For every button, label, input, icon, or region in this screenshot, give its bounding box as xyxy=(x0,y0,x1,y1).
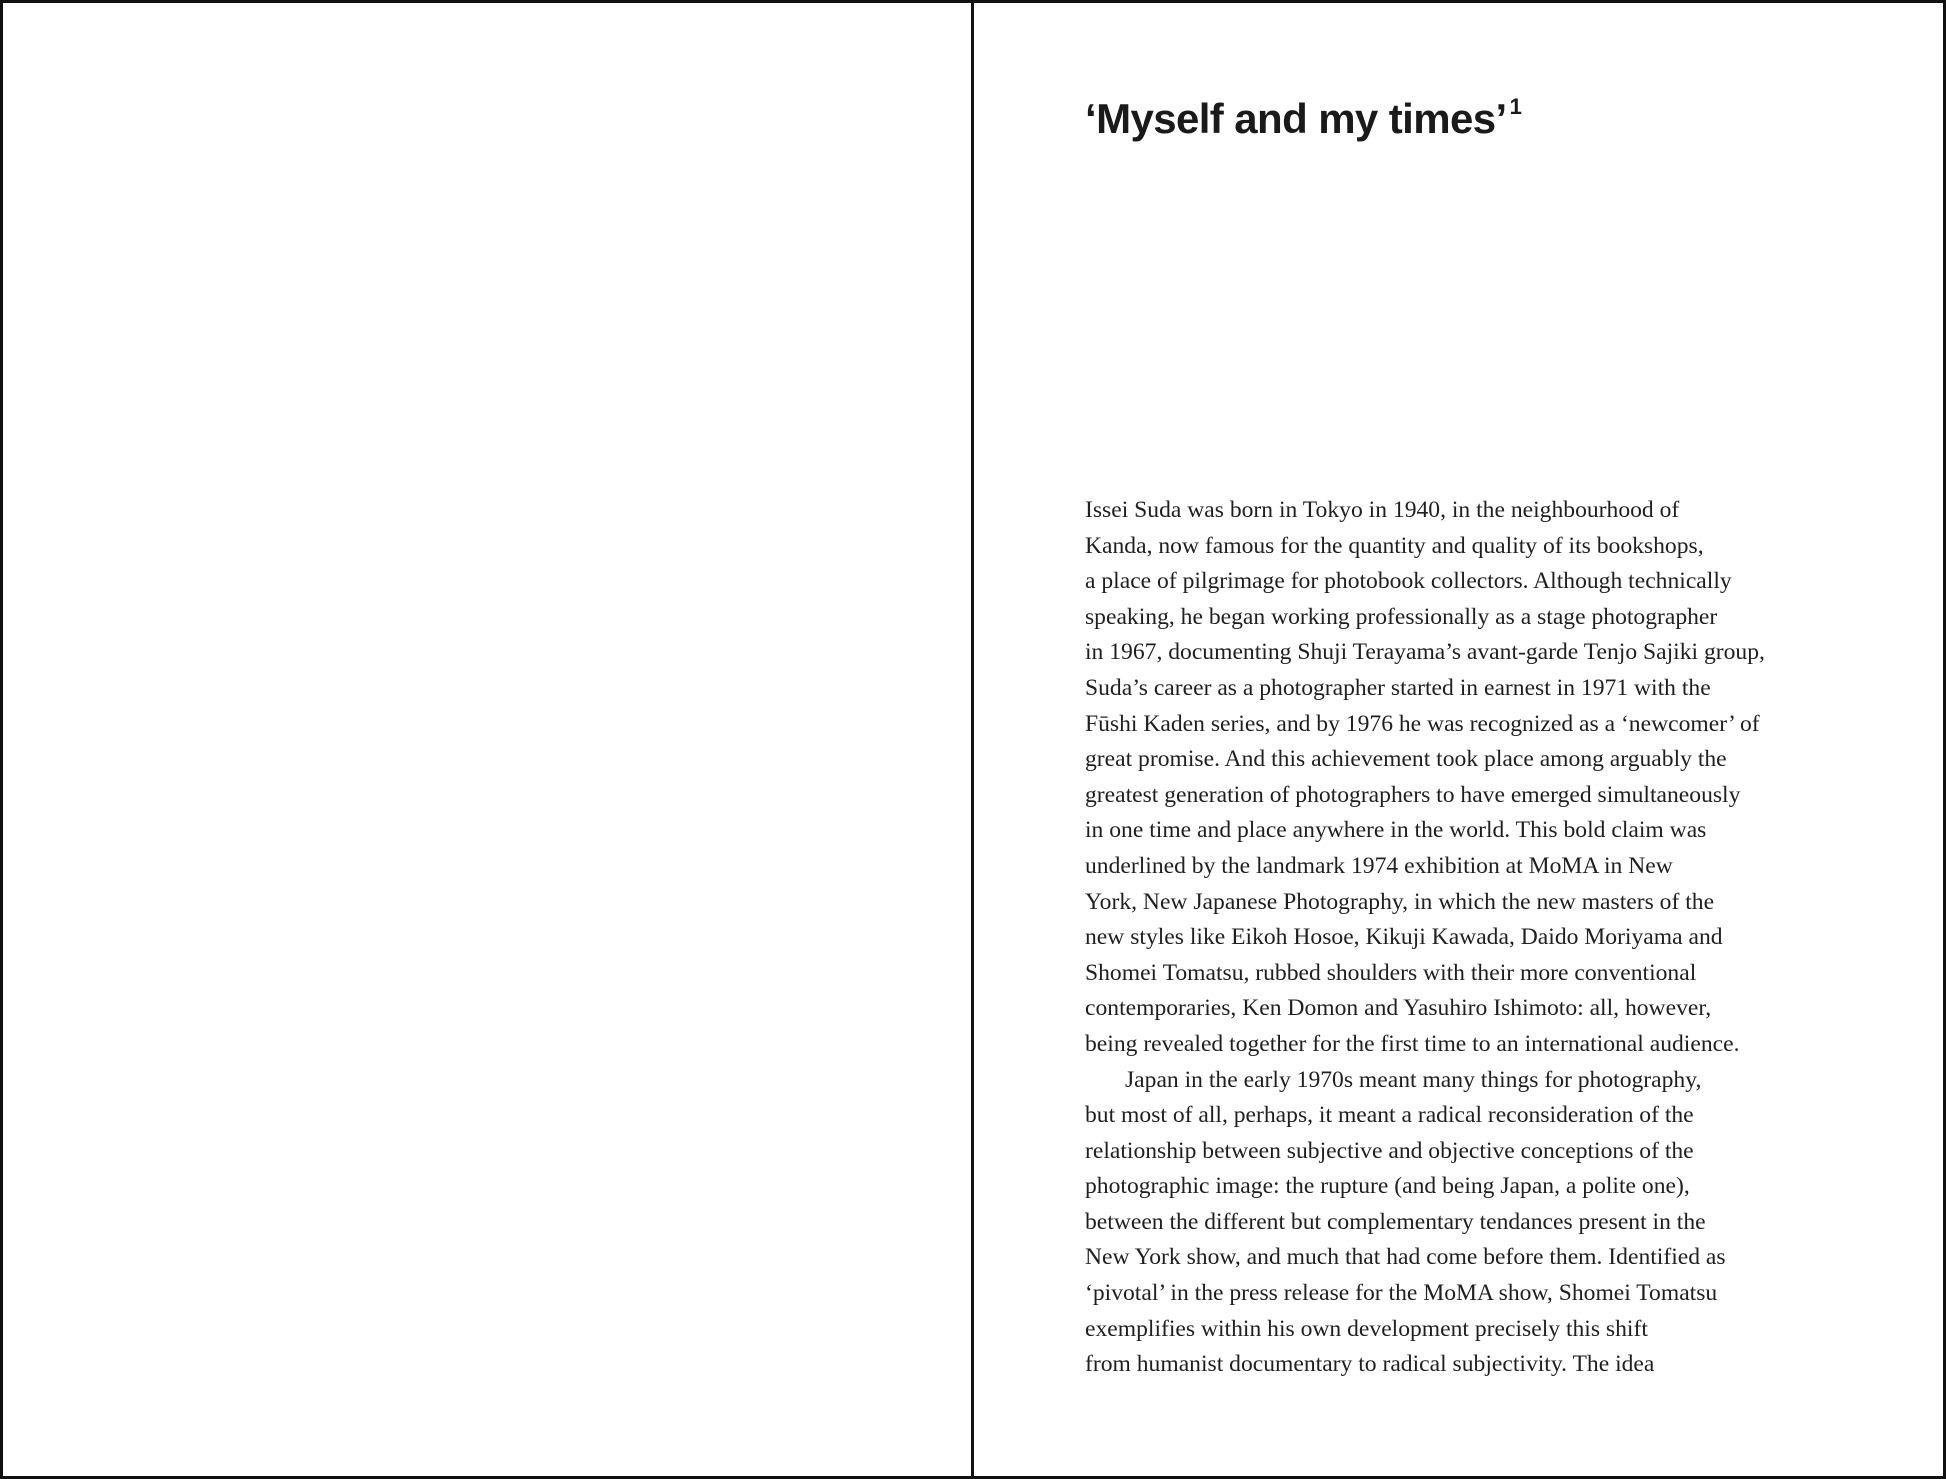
text-line: relationship between subjective and objective conceptions of the xyxy=(1085,1137,1694,1164)
text-line: Issei Suda was born in Tokyo in 1940, in the neighbourhood of xyxy=(1085,497,1680,523)
text-line: York, New Japanese Photography, in which the new masters of the xyxy=(1085,888,1715,915)
text-line: but most of all, perhaps, it meant a radical reconsideration of the xyxy=(1085,1102,1694,1129)
text-line: speaking, he began working professionally as a stage photographer xyxy=(1085,603,1718,630)
text-line: Kanda, now famous for the quantity and quality of its bookshops, xyxy=(1085,532,1704,559)
text-line: a place of pilgrimage for photobook collectors. Although technically xyxy=(1085,568,1732,595)
text-line: in 1967, documenting Shuji Terayama’s avant-garde Tenjo Sajiki group, xyxy=(1085,639,1765,666)
text-line: ‘pivotal’ in the press release for the MoMA show, Shomei Tomatsu xyxy=(1085,1280,1718,1307)
text-line: great promise. And this achievement took place among arguably the xyxy=(1085,746,1727,773)
text-line: contemporaries, Ken Domon and Yasuhiro Ishimoto: all, however, xyxy=(1085,995,1712,1022)
text-line: from humanist documentary to radical subjectivity. The idea xyxy=(1085,1351,1655,1378)
footnote-reference: 1 xyxy=(1509,94,1522,119)
text-line: between the different but complementary tendances present in the xyxy=(1085,1208,1706,1235)
text-line: Suda’s career as a photographer started in earnest in 1971 with the xyxy=(1085,674,1711,701)
text-line: photographic image: the rupture (and being Japan, a polite one), xyxy=(1085,1173,1690,1200)
chapter-title-text: ‘Myself and my times’ xyxy=(1085,95,1507,142)
text-line: exemplifies within his own development precisely this shift xyxy=(1085,1315,1648,1342)
text-line: new styles like Eikoh Hosoe, Kikuji Kawada, Daido Moriyama and xyxy=(1085,924,1723,951)
body-text xyxy=(1085,493,1855,1383)
text-line: Shomei Tomatsu, rubbed shoulders with their more conventional xyxy=(1085,959,1697,986)
right-page xyxy=(971,0,1946,1479)
text-line: New York show, and much that had come before them. Identified as xyxy=(1085,1244,1726,1271)
chapter-title xyxy=(1085,85,1521,145)
text-line: in one time and place anywhere in the world. This bold claim was xyxy=(1085,817,1707,844)
text-line: underlined by the landmark 1974 exhibition at MoMA in New xyxy=(1085,852,1673,879)
text-line: greatest generation of photographers to have emerged simultaneously xyxy=(1085,781,1741,808)
text-line: being revealed together for the first time to an international audience. xyxy=(1085,1030,1740,1057)
text-line: Fūshi Kaden series, and by 1976 he was recognized as a ‘newcomer’ of xyxy=(1085,710,1760,737)
text-line: Japan in the early 1970s meant many things for photography, xyxy=(1125,1066,1702,1093)
